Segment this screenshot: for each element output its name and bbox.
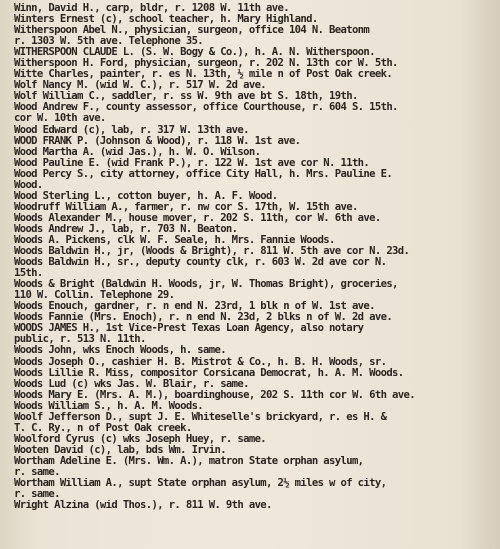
- directory-line: Witherspoon Abel N., physician, surgeon, office 104 N. Beatonm: [14, 25, 370, 37]
- directory-line: r. same.: [14, 489, 60, 501]
- directory-line: Woods Andrew J., lab, r. 703 N. Beaton.: [14, 223, 238, 235]
- directory-line: 110 W. Collin. Telephone 29.: [14, 290, 175, 302]
- directory-line: r. 1303 W. 5th ave. Telephone 35.: [14, 36, 204, 48]
- directory-line: Woolf Jefferson D., supt J. E. Whiteselle's brickyard, r. es H. &: [14, 411, 387, 423]
- directory-line: Woods Lud (c) wks Jas. W. Blair, r. same.: [14, 378, 249, 390]
- directory-line: cor W. 10th ave.: [14, 113, 106, 125]
- directory-line: Wood Andrew F., county assessor, office Courthouse, r. 604 S. 15th.: [14, 102, 398, 114]
- directory-line: Woods Joseph O., cashier H. B. Mistrot & Co., h. B. H. Woods, sr.: [14, 356, 387, 368]
- directory-line: Winn, David H., carp, bldr, r. 1208 W. 11th ave.: [14, 3, 289, 14]
- directory-line: Wood.: [14, 179, 43, 191]
- directory-line: T. C. Ry., n of Post Oak creek.: [14, 422, 192, 434]
- directory-line: Witherspoon H. Ford, physician, surgeon, r. 202 N. 13th cor W. 5th.: [14, 58, 398, 70]
- directory-line: Wortham Adeline E. (Mrs. Wm. A.), matron State orphan asylum,: [14, 455, 364, 467]
- directory-line: Witte Charles, painter, r. es N. 13th, ½ mile n of Post Oak creek.: [14, 69, 393, 81]
- directory-line: Wolf William C., saddler, r. ss W. 9th ave bt S. 18th, 19th.: [14, 91, 358, 103]
- directory-line: Woods & Bright (Baldwin H. Woods, jr, W. Thomas Bright), groceries,: [14, 279, 398, 291]
- directory-line: Wood Sterling L., cotton buyer, h. A. F. Wood.: [14, 190, 278, 202]
- directory-line: WOOD FRANK P. (Johnson & Wood), r. 118 W. 1st ave.: [14, 135, 301, 147]
- directory-line: Wooten David (c), lab, bds Wm. Irvin.: [14, 444, 226, 456]
- directory-line: Woods Alexander M., house mover, r. 202 S. 11th, cor W. 6th ave.: [14, 212, 381, 224]
- directory-line: Woods A. Pickens, clk W. F. Seale, h. Mrs. Fannie Woods.: [14, 234, 335, 246]
- directory-line: WOODS JAMES H., 1st Vice-Prest Texas Loan Agency, also notary: [14, 323, 364, 335]
- directory-line: Wood Pauline E. (wid Frank P.), r. 122 W. 1st ave cor N. 11th.: [14, 157, 370, 169]
- directory-line: Woods Fannie (Mrs. Enoch), r. n end N. 23d, 2 blks n of W. 2d ave.: [14, 312, 393, 324]
- directory-line: WITHERSPOON CLAUDE L. (S. W. Bogy & Co.), h. A. N. Witherspoon.: [14, 47, 375, 59]
- directory-line: public, r. 513 N. 11th.: [14, 334, 146, 346]
- directory-line: Wood Percy S., city attorney, office City Hall, h. Mrs. Pauline E.: [14, 168, 393, 180]
- directory-line: Wright Alzina (wid Thos.), r. 811 W. 9th ave.: [14, 500, 272, 512]
- directory-line: Wortham William A., supt State orphan asylum, 2½ miles w of city,: [14, 478, 387, 490]
- directory-line: Woolford Cyrus (c) wks Joseph Huey, r. same.: [14, 433, 267, 445]
- directory-entries: [14, 3, 496, 511]
- directory-line: Wolf Nancy M. (wid W. C.), r. 517 W. 2d ave.: [14, 80, 267, 92]
- directory-line: Woods Baldwin H., jr, (Woods & Bright), r. 811 W. 5th ave cor N. 23d.: [14, 246, 410, 258]
- directory-line: Woods Lillie R. Miss, compositor Corsicana Democrat, h. A. M. Woods.: [14, 367, 404, 379]
- directory-line: r. same.: [14, 466, 60, 478]
- directory-line: Woodruff William A., farmer, r. nw cor S. 17th, W. 15th ave.: [14, 201, 358, 213]
- directory-line: Woods William S., h. A. M. Woods.: [14, 400, 204, 412]
- directory-line: Woods Mary E. (Mrs. A. M.), boardinghouse, 202 S. 11th cor W. 6th ave.: [14, 389, 415, 401]
- directory-line: Wood Edward (c), lab, r. 317 W. 13th ave.: [14, 124, 249, 136]
- directory-line: Woods John, wks Enoch Woods, h. same.: [14, 345, 226, 357]
- directory-line: 15th.: [14, 268, 43, 280]
- directory-line: Wood Martha A. (wid Jas.), h. W. O. Wilson.: [14, 146, 261, 158]
- directory-line: Winters Ernest (c), school teacher, h. Mary Highland.: [14, 14, 318, 26]
- directory-line: Woods Enouch, gardner, r. n end N. 23rd, 1 blk n of W. 1st ave.: [14, 301, 375, 313]
- directory-line: Woods Baldwin H., sr., deputy county clk, r. 603 W. 2d ave cor N.: [14, 257, 387, 269]
